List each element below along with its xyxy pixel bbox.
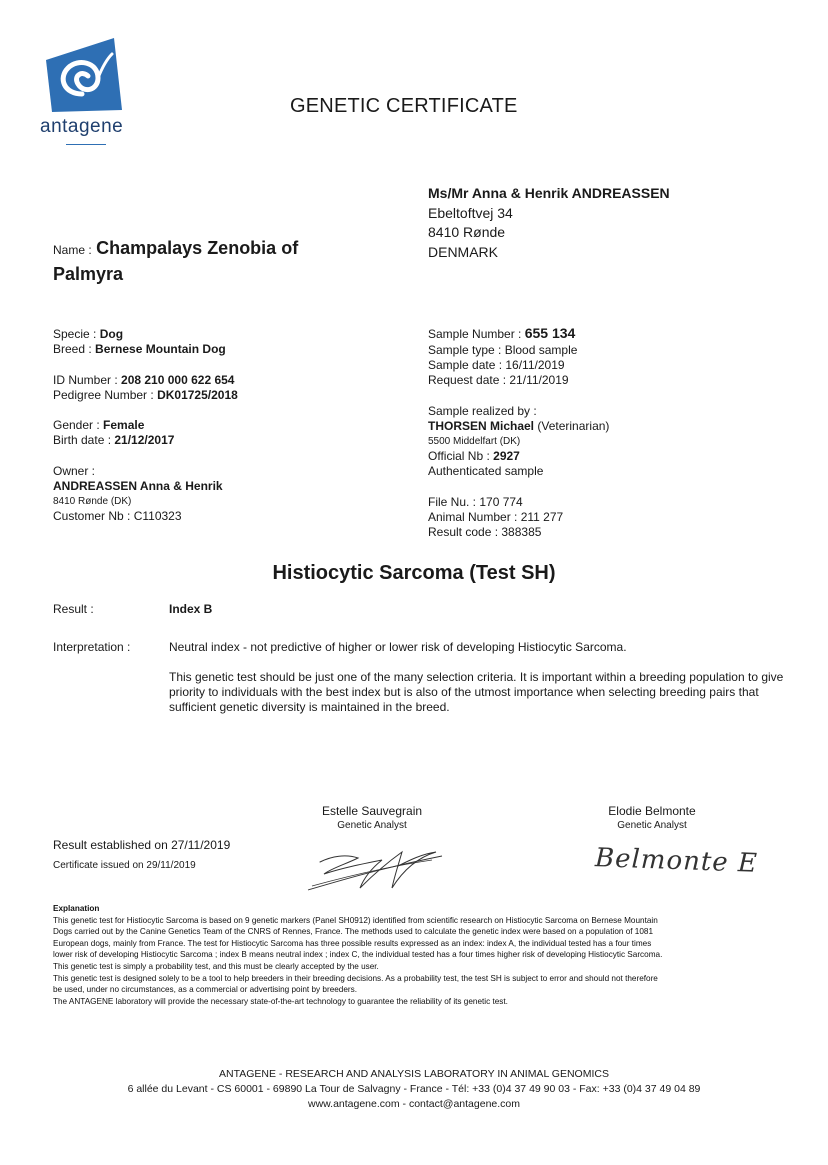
signature-analyst2: Belmonte E	[594, 843, 759, 879]
sample-number-row: Sample Number : 655 134	[428, 325, 576, 341]
official-value: 2927	[493, 449, 520, 463]
result-established: Result established on 27/11/2019	[53, 838, 231, 852]
recipient-name: Ms/Mr Anna & Henrik ANDREASSEN	[428, 185, 670, 201]
owner-name: ANDREASSEN Anna & Henrik	[53, 479, 223, 493]
id-row: ID Number : 208 210 000 622 654	[53, 373, 235, 387]
signature-analyst1-icon	[302, 838, 452, 898]
vet-city: 5500 Middelfart (DK)	[428, 436, 521, 447]
interpretation-label: Interpretation :	[53, 640, 131, 654]
sample-details	[428, 325, 808, 540]
explanation-line: lower risk of developing Histiocytic Sarcoma ; index B means neutral index ; index C, the individual tested has a four times higher risk of developing Histiocytic Sarcoma.	[53, 950, 663, 960]
recipient-street: Ebeltoftvej 34	[428, 204, 513, 221]
sample-realized-label: Sample realized by :	[428, 404, 537, 418]
analyst1-name: Estelle Sauvegrain	[321, 804, 423, 818]
animal-details	[53, 327, 393, 524]
breed-row: Breed : Bernese Mountain Dog	[53, 342, 226, 356]
certificate-issued: Certificate issued on 29/11/2019	[53, 860, 196, 871]
animal-name-line2: Palmyra	[53, 264, 124, 284]
explanation-line: This genetic test is designed solely to be a tool to help breeders in their breeding decisions. As a probability test, the test SH is subject to error and should not therefore	[53, 973, 658, 983]
analyst2-role: Genetic Analyst	[617, 820, 687, 831]
test-title: Histiocytic Sarcoma (Test SH)	[272, 562, 556, 584]
animal-number: Animal Number : 211 277	[428, 510, 564, 524]
interpretation-note: This genetic test should be just one of the many selection criteria. It is important within a breeding population to give priority to individuals with the best index but is also of the utmost importance when selecting breeding pairs that sufficient genetic diversity is maintained in the breed.	[169, 670, 784, 714]
analyst1-block	[292, 804, 452, 833]
analyst2-name: Elodie Belmonte	[608, 804, 696, 818]
footer-line3: www.antagene.com - contact@antagene.com	[307, 1098, 521, 1110]
explanation-line: Dogs carried out by the Canine Genetics Team of the CNRS of Rennes, France. The methods used to calculate the genetic index were based on a population of 1081	[53, 927, 654, 937]
recipient-country: DENMARK	[428, 243, 499, 260]
footer-line1: ANTAGENE - RESEARCH AND ANALYSIS LABORATORY IN ANIMAL GENOMICS	[219, 1068, 609, 1080]
owner-label: Owner :	[53, 464, 96, 478]
sample-type: Sample type : Blood sample	[428, 343, 578, 357]
vet-row	[428, 419, 808, 434]
customer-nb: Customer Nb : C110323	[53, 509, 182, 523]
specie-row: Specie : Dog	[53, 327, 124, 341]
result-value: Index B	[169, 602, 213, 616]
antagene-logo	[40, 38, 132, 146]
logo-text: antagene	[40, 116, 124, 137]
footer	[0, 1067, 828, 1112]
id-value: 208 210 000 622 654	[121, 373, 235, 387]
explanation-line: This genetic test is simply a probability test, and this must be clearly accepted by the user.	[53, 961, 379, 971]
gender-value: Female	[103, 418, 145, 432]
pedigree-value: DK01725/2018	[157, 388, 238, 402]
birth-row: Birth date : 21/12/2017	[53, 433, 175, 447]
explanation-block	[53, 903, 793, 1007]
animal-name-line1: Champalays Zenobia of	[96, 238, 299, 258]
owner-city: 8410 Rønde (DK)	[53, 496, 132, 507]
sample-number-value: 655 134	[524, 325, 576, 341]
name-label: Name :	[53, 243, 92, 257]
interpretation-text: Neutral index - not predictive of higher or lower risk of developing Histiocytic Sarcoma.	[169, 640, 627, 654]
result-label: Result :	[53, 602, 94, 616]
sample-date: Sample date : 16/11/2019	[428, 358, 565, 372]
logo-underline	[66, 144, 106, 145]
explanation-line: European dogs, mainly from France. The test for Histiocytic Sarcoma has three possible results expressed as an index: index A, the individual tested has a four times	[53, 938, 652, 948]
vet-name: THORSEN Michael	[428, 419, 535, 433]
analyst1-role: Genetic Analyst	[337, 820, 407, 831]
request-date: Request date : 21/11/2019	[428, 373, 569, 387]
logo-swirl-icon	[42, 38, 122, 118]
recipient-city: 8410 Rønde	[428, 224, 506, 240]
explanation-line: The ANTAGENE laboratory will provide the necessary state-of-the-art technology to guarantee the reliability of its genetic test.	[53, 996, 508, 1006]
authenticated: Authenticated sample	[428, 464, 544, 478]
vet-role: (Veterinarian)	[537, 419, 610, 433]
official-row: Official Nb : 2927	[428, 449, 520, 463]
animal-name-block	[53, 236, 403, 286]
analyst2-block	[572, 804, 732, 833]
file-nu: File Nu. : 170 774	[428, 495, 523, 509]
gender-row: Gender : Female	[53, 418, 145, 432]
pedigree-row: Pedigree Number : DK01725/2018	[53, 388, 238, 402]
recipient-block	[428, 184, 670, 262]
birth-value: 21/12/2017	[114, 433, 175, 447]
specie-value: Dog	[99, 327, 124, 341]
explanation-line: be used, under no circumstances, as a commercial or advertising point by breeders.	[53, 985, 357, 995]
page-title: GENETIC CERTIFICATE	[290, 95, 518, 117]
result-code: Result code : 388385	[428, 525, 542, 539]
explanation-line: This genetic test for Histiocytic Sarcoma is based on 9 genetic markers (Panel SH0912) identified from scientific research on Histiocytic Sarcoma on Bernese Mountain	[53, 915, 658, 925]
explanation-title: Explanation	[53, 904, 100, 913]
footer-line2: 6 allée du Levant - CS 60001 - 69890 La Tour de Salvagny - France - Tél: +33 (0)4 37 49 90 03 - Fax: +33 (0)4 37 49 04 89	[127, 1083, 701, 1095]
breed-value: Bernese Mountain Dog	[95, 342, 226, 356]
